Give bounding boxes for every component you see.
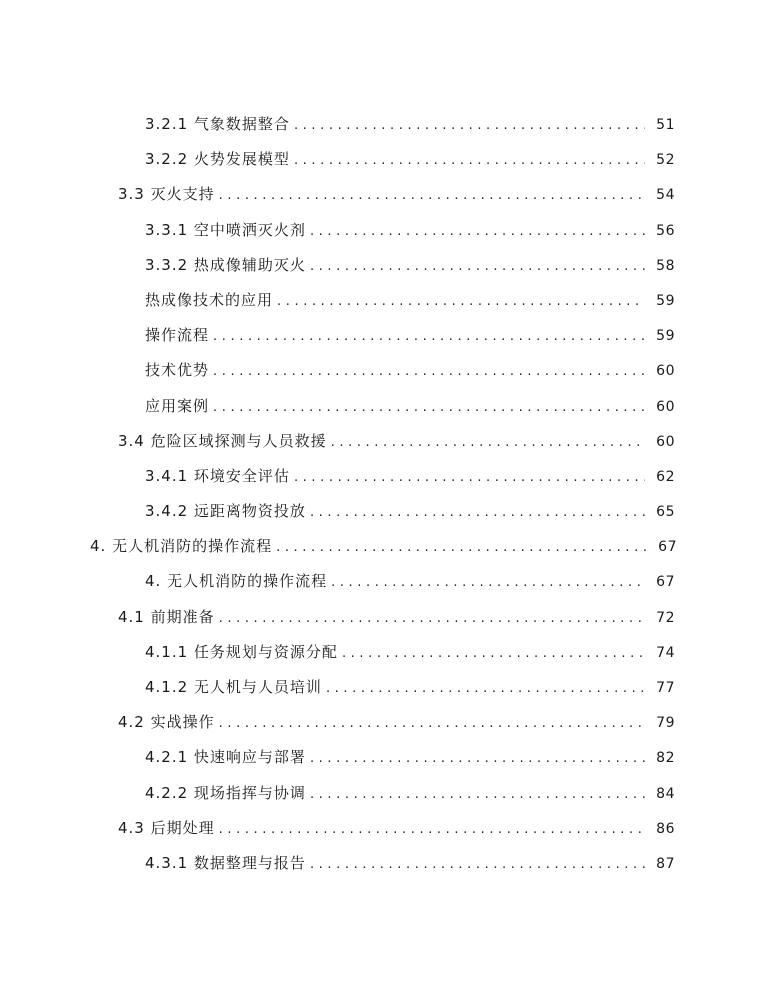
toc-leader-dots — [213, 390, 645, 425]
toc-leader-dots — [310, 495, 645, 530]
toc-entry[interactable] — [0, 600, 765, 635]
toc-entry-label: 4.1.1 任务规划与资源分配 — [145, 642, 338, 661]
toc-entry-label: 操作流程 — [145, 326, 210, 345]
toc-entry-label: 4.2.1 快速响应与部署 — [145, 748, 306, 767]
toc-entry[interactable] — [0, 705, 765, 740]
toc-entry[interactable] — [0, 564, 765, 599]
toc-entry-label: 4.3 后期处理 — [118, 818, 215, 837]
toc-page-number: 79 — [656, 715, 675, 732]
toc-entry[interactable] — [0, 811, 765, 846]
toc-entry[interactable] — [0, 389, 765, 424]
toc-entry[interactable] — [0, 494, 765, 529]
toc-page-number: 58 — [656, 257, 675, 274]
toc-entry-label: 3.3.2 热成像辅助灭火 — [145, 255, 306, 274]
toc-entry-label: 4.1 前期准备 — [118, 607, 215, 626]
toc-leader-dots — [219, 178, 645, 213]
toc-leader-dots — [294, 108, 645, 143]
toc-leader-dots — [277, 284, 645, 319]
toc-entry-label: 热成像技术的应用 — [145, 290, 274, 309]
toc-leader-dots — [219, 601, 645, 636]
toc-leader-dots — [310, 741, 645, 776]
toc-leader-dots — [310, 777, 645, 812]
toc-page-number: 84 — [656, 785, 675, 802]
toc-entry-label: 4.1.2 无人机与人员培训 — [145, 678, 322, 696]
toc-page-number: 82 — [656, 750, 675, 767]
toc-leader-dots — [310, 847, 645, 882]
toc-entry[interactable] — [0, 740, 765, 775]
toc-leader-dots — [331, 565, 645, 600]
toc-page-number: 59 — [656, 292, 675, 309]
toc-page-number: 67 — [658, 539, 677, 556]
toc-entry-label: 4. 无人机消防的操作流程 — [90, 537, 273, 556]
toc-leader-dots — [310, 214, 645, 249]
toc-entry[interactable] — [0, 213, 765, 248]
toc-entry-label: 3.2.2 火势发展模型 — [145, 150, 290, 169]
toc-leader-dots — [310, 249, 645, 284]
toc-entry-label: 4.3.1 数据整理与报告 — [145, 853, 306, 872]
toc-entry[interactable] — [0, 283, 765, 318]
toc-page-number: 60 — [656, 433, 675, 450]
toc-entry[interactable] — [0, 318, 765, 353]
toc-entry-label: 应用案例 — [145, 396, 210, 415]
toc-page-number: 74 — [656, 644, 675, 661]
toc-entry-label: 3.4.2 远距离物资投放 — [145, 502, 306, 521]
toc-entry[interactable] — [0, 142, 765, 177]
toc-page-number: 65 — [656, 504, 675, 521]
toc-entry[interactable] — [0, 529, 765, 564]
toc-leader-dots — [342, 636, 645, 671]
toc-leader-dots — [326, 671, 645, 706]
toc-entry[interactable] — [0, 177, 765, 212]
toc-page-number: 59 — [656, 328, 675, 345]
toc-entry[interactable] — [0, 459, 765, 494]
toc-leader-dots — [294, 143, 645, 178]
toc-entry-label: 4.2 实战操作 — [118, 713, 215, 732]
toc-page-number: 62 — [656, 468, 675, 485]
toc-entry-label: 3.3.1 空中喷洒灭火剂 — [145, 220, 306, 239]
toc-entry-label: 4.2.2 现场指挥与协调 — [145, 783, 306, 802]
toc-leader-dots — [294, 460, 645, 495]
toc-page-number: 67 — [656, 574, 675, 591]
toc-leader-dots — [213, 354, 645, 389]
toc-entry[interactable] — [0, 846, 765, 881]
toc-page-number: 77 — [656, 680, 675, 696]
toc-entry[interactable] — [0, 107, 765, 142]
toc-entry[interactable] — [0, 776, 765, 811]
toc-page-number: 86 — [656, 820, 675, 837]
toc-page-number: 60 — [656, 398, 675, 415]
toc-entry[interactable] — [0, 424, 765, 459]
toc-entry-label: 4. 无人机消防的操作流程 — [145, 572, 328, 591]
toc-entry-label: 3.4 危险区域探测与人员救援 — [118, 431, 327, 450]
toc-leader-dots — [331, 425, 645, 460]
toc-page-number: 56 — [656, 222, 675, 239]
toc-leader-dots — [276, 530, 647, 565]
toc-entry[interactable] — [0, 248, 765, 283]
toc-page-number: 72 — [656, 609, 675, 626]
table-of-contents — [0, 107, 765, 881]
toc-entry-label: 技术优势 — [145, 361, 210, 380]
toc-page-number: 87 — [656, 855, 675, 872]
toc-leader-dots — [213, 319, 645, 354]
toc-leader-dots — [219, 706, 645, 741]
toc-entry[interactable] — [0, 670, 765, 705]
toc-page-number: 54 — [656, 187, 675, 204]
toc-entry[interactable] — [0, 635, 765, 670]
toc-page-number: 60 — [656, 363, 675, 380]
toc-page-number: 51 — [656, 117, 675, 133]
toc-entry[interactable] — [0, 353, 765, 388]
toc-entry-label: 3.2.1 气象数据整合 — [145, 115, 290, 133]
toc-entry-label: 3.4.1 环境安全评估 — [145, 466, 290, 485]
toc-leader-dots — [219, 812, 645, 847]
toc-entry-label: 3.3 灭火支持 — [118, 185, 215, 204]
toc-page-number: 52 — [656, 152, 675, 169]
